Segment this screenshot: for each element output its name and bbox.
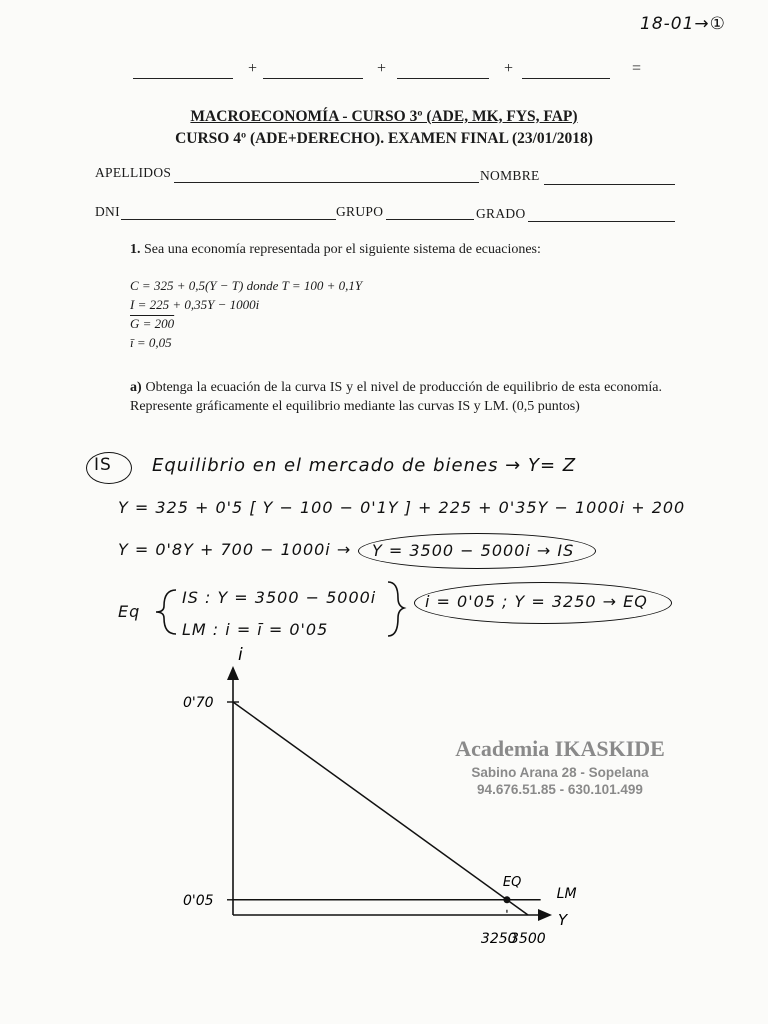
system-lm: LM : i = ī = 0'05 xyxy=(182,620,329,639)
grado-field[interactable] xyxy=(528,221,675,222)
plus-sign: + xyxy=(504,60,514,77)
equation-investment: I = 225 + 0,35Y − 1000i xyxy=(130,297,260,312)
series-is-line xyxy=(233,702,528,915)
equilibrium-label: EQ xyxy=(502,874,522,890)
eq-label: Eq xyxy=(118,602,141,621)
x-tick-label: 3250 xyxy=(480,931,517,947)
grupo-label: GRUPO xyxy=(336,204,384,219)
solution-line-1: Y = 325 + 0'5 [ Y − 100 − 0'1Y ] + 225 + 0'35Y − 1000i + 200 xyxy=(118,498,686,517)
nombre-label: NOMBRE xyxy=(480,168,540,183)
stamp-address: Sabino Arana 28 - Sopelana xyxy=(471,765,649,780)
y-axis-arrow xyxy=(227,666,239,680)
plus-sign: + xyxy=(377,60,387,77)
system-close-brace xyxy=(384,578,408,640)
y-tick-label: 0'70 xyxy=(183,695,214,711)
question-1: 1. Sea una economía representada por el siguiente sistema de ecuaciones: xyxy=(130,242,541,257)
equation-system xyxy=(130,276,362,352)
apellidos-field[interactable] xyxy=(174,182,479,183)
is-lm-chart xyxy=(0,640,768,960)
equation-government: G = 200 xyxy=(130,316,175,331)
plus-sign: + xyxy=(248,60,258,77)
exam-title-line2: CURSO 4º (ADE+DERECHO). EXAMEN FINAL (23/01/2018) xyxy=(175,130,593,147)
x-tick-label: 3500 xyxy=(510,931,546,947)
equation-consumption: C = 325 + 0,5(Y − T) donde T = 100 + 0,1Y xyxy=(130,278,363,293)
part-a: a) Obtenga la ecuación de la curva IS y el nivel de producción de equilibrio de esta economía. Represente gráficamente el equilibrio mediante las curvas IS y LM. (0,5 puntos) xyxy=(130,380,662,414)
y-tick-label: 0'05 xyxy=(183,892,214,909)
score-blank xyxy=(397,78,489,79)
exam-title-line1: MACROECONOMÍA - CURSO 3º (ADE, MK, FYS, FAP) xyxy=(190,108,578,125)
x-axis-arrow xyxy=(538,909,552,921)
dni-field[interactable] xyxy=(121,219,336,220)
solution-line-2: Y = 0'8Y + 700 − 1000i → xyxy=(118,540,352,559)
solution-heading: Equilibrio en el mercado de bienes → Y= Z xyxy=(152,455,577,476)
equation-interest: ī = 0,05 xyxy=(130,335,172,350)
lm-label: LM xyxy=(556,885,577,902)
dni-label: DNI xyxy=(95,204,120,219)
nombre-field[interactable] xyxy=(544,184,675,185)
grado-label: GRADO xyxy=(476,206,526,221)
is-equation: Y = 3500 − 5000i → IS xyxy=(372,541,575,560)
score-blank xyxy=(522,78,610,79)
score-blank xyxy=(133,78,233,79)
equals-sign: = xyxy=(632,60,642,77)
academy-stamp xyxy=(450,736,670,797)
stamp-name: Academia IKASKIDE xyxy=(455,736,665,761)
page-note: 18-01→① xyxy=(640,14,726,34)
x-axis-label: Y xyxy=(558,911,568,929)
apellidos-label: APELLIDOS xyxy=(95,165,172,180)
stamp-phones: 94.676.51.85 - 630.101.499 xyxy=(477,782,643,797)
system-brace xyxy=(140,584,180,640)
is-circle-label: IS xyxy=(94,455,112,475)
system-is: IS : Y = 3500 − 5000i xyxy=(182,588,377,607)
grupo-field[interactable] xyxy=(386,219,474,220)
equilibrium-result: i = 0'05 ; Y = 3250 → EQ xyxy=(425,592,648,611)
equilibrium-point xyxy=(503,896,510,903)
y-axis-label: i xyxy=(238,645,243,665)
score-blank xyxy=(263,78,363,79)
